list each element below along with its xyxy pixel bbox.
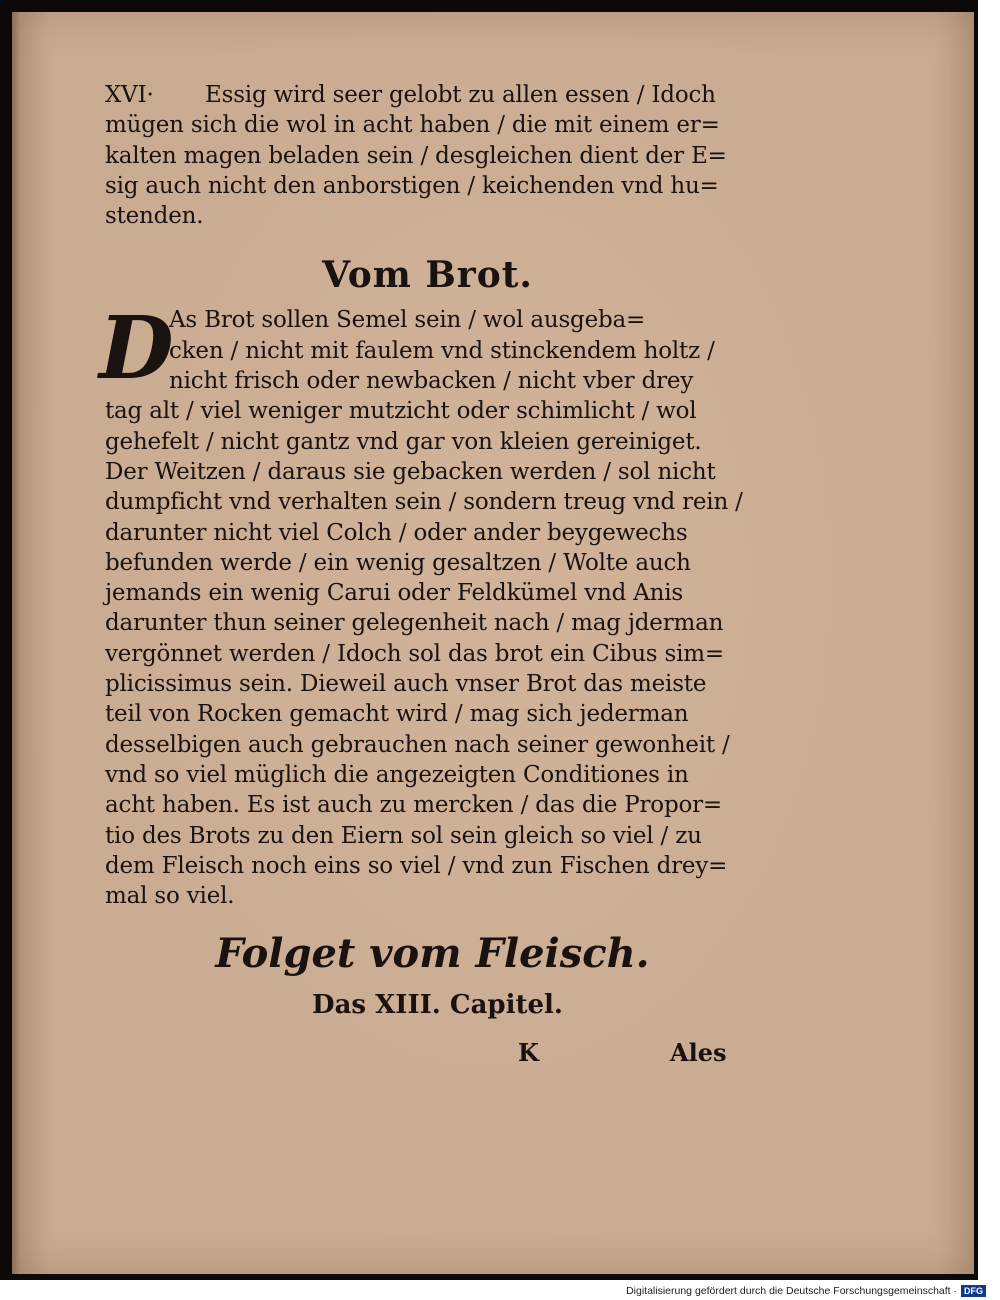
- para2-line-13: plicissimus sein. Dieweil auch vnser Brot das meiste: [105, 671, 707, 698]
- para1-line-5: stenden.: [105, 203, 204, 230]
- section-marker: XVI·: [105, 82, 154, 108]
- page-gutter: [12, 12, 20, 1274]
- para2-line-12: vergönnet werden / Idoch sol das brot ein Cibus sim=: [105, 640, 724, 667]
- para1-line-4: sig auch nicht den anborstigen / keichenden vnd hu=: [105, 172, 719, 199]
- para2-line-11: darunter thun seiner gelegenheit nach / mag jderman: [105, 610, 724, 637]
- para2-line-14: teil von Rocken gemacht wird / mag sich jederman: [105, 701, 689, 728]
- heading-folget-vom-fleisch: Folget vom Fleisch.: [215, 930, 650, 978]
- para1-line-2: mügen sich die wol in acht haben / die mit einem er=: [105, 112, 720, 139]
- para2-line-16: vnd so viel müglich die angezeigten Conditiones in: [105, 761, 689, 788]
- chapter-title: Das XIII. Capitel.: [312, 990, 563, 1021]
- para2-line-8: darunter nicht viel Colch / oder ander beygewechs: [105, 519, 688, 546]
- para2-line-15: desselbigen auch gebrauchen nach seiner gewonheit /: [105, 731, 730, 758]
- signature-mark: K: [518, 1038, 539, 1067]
- para1-line-1-text: Essig wird seer gelobt zu allen essen / Idoch: [205, 82, 716, 108]
- text-block: [99, 80, 750, 1023]
- para2-line-19: dem Fleisch noch eins so viel / vnd zun Fischen drey=: [105, 852, 728, 879]
- para2-line-3: nicht frisch oder newbacken / nicht vber drey: [169, 368, 694, 395]
- para2-line-1: As Brot sollen Semel sein / wol ausgeba=: [169, 307, 646, 334]
- para2-line-20: mal so viel.: [105, 883, 235, 910]
- paragraph-brot: [99, 298, 750, 911]
- footer-text: Digitalisierung gefördert durch die Deutsche Forschungsgemeinschaft ·: [626, 1285, 957, 1297]
- catchword: Ales: [670, 1038, 727, 1067]
- digitization-footer: [0, 1283, 1000, 1300]
- dfg-logo-icon: DFG: [961, 1285, 986, 1297]
- dropcap-initial: D: [99, 298, 174, 400]
- heading-vom-brot: Vom Brot.: [322, 254, 533, 297]
- para2-line-7: dumpficht vnd verhalten sein / sondern treug vnd rein /: [105, 489, 743, 516]
- para2-line-5: gehefelt / nicht gantz vnd gar von kleien gereiniget.: [105, 428, 702, 455]
- para2-line-6: Der Weitzen / daraus sie gebacken werden / sol nicht: [105, 458, 716, 485]
- para2-line-9: befunden werde / ein wenig gesaltzen / Wolte auch: [105, 549, 691, 576]
- para2-line-17: acht haben. Es ist auch zu mercken / das die Propor=: [105, 792, 722, 819]
- para2-line-2: cken / nicht mit faulem vnd stinckendem holtz /: [169, 337, 715, 364]
- para2-line-4: tag alt / viel weniger mutzicht oder schimlicht / wol: [105, 398, 697, 425]
- para1-line-1: [105, 80, 750, 110]
- para2-line-10: jemands ein wenig Carui oder Feldkümel vnd Anis: [105, 580, 684, 607]
- para1-line-3: kalten magen beladen sein / desgleichen dient der E=: [105, 142, 727, 169]
- para2-line-18: tio des Brots zu den Eiern sol sein gleich so viel / zu: [105, 822, 702, 849]
